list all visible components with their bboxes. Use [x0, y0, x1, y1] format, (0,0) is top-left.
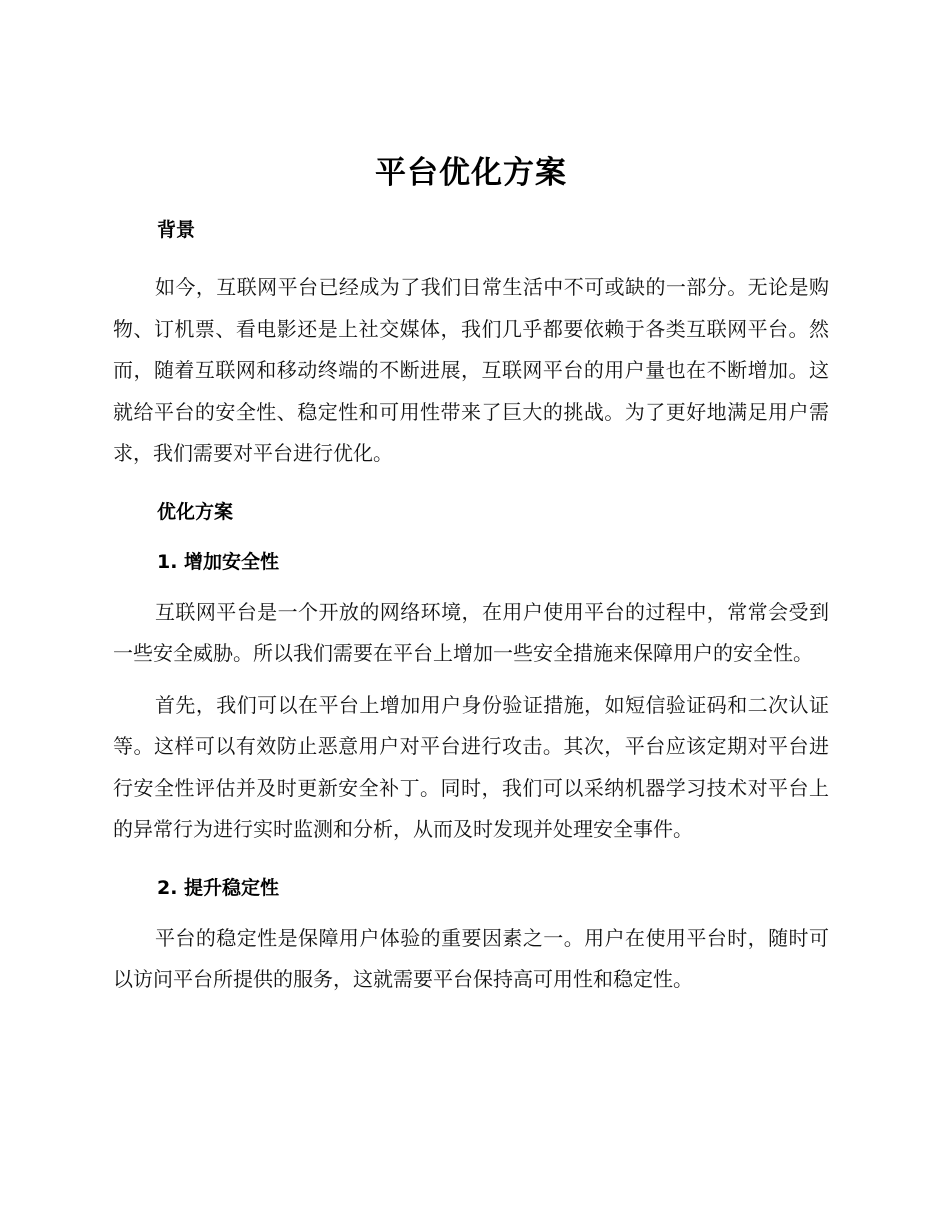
document-body — [113, 146, 829, 1001]
spacer — [113, 532, 829, 542]
spacer — [113, 582, 829, 592]
section-heading-plan: 优化方案 — [157, 500, 234, 523]
spacer — [113, 851, 829, 868]
spacer — [113, 250, 829, 267]
section-heading-stability: 2. 提升稳定性 — [157, 876, 280, 899]
document-title: 平台优化方案 — [375, 155, 567, 191]
stability-paragraph: 平台的稳定性是保障用户体验的重要因素之一。用户在使用平台时，随时可以访问平台所提供的服务，这就需要平台保持高可用性和稳定性。 — [113, 925, 829, 991]
spacer — [113, 908, 829, 918]
spacer — [113, 200, 829, 210]
background-paragraph: 如今，互联网平台已经成为了我们日常生活中不可或缺的一部分。无论是购物、订机票、看电影还是上社交媒体，我们几乎都要依赖于各类互联网平台。然而，随着互联网和移动终端的不断进展，互联网平台的用户量也在不断增加。这就给平台的安全性、稳定性和可用性带来了巨大的挑战。为了更好地满足用户需求，我们需要对平台进行优化。 — [113, 275, 829, 465]
security-paragraph-2: 首先，我们可以在平台上增加用户身份验证措施，如短信验证码和二次认证等。这样可以有效防止恶意用户对平台进行攻击。其次，平台应该定期对平台进行安全性评估并及时更新安全补丁。同时，我们可以采纳机器学习技术对平台上的异常行为进行实时监测和分析，从而及时发现并处理安全事件。 — [113, 692, 829, 841]
section-heading-background: 背景 — [157, 219, 196, 241]
section-heading-security: 1. 增加安全性 — [157, 550, 280, 573]
spacer — [113, 675, 829, 685]
spacer — [113, 475, 829, 492]
security-paragraph-1: 互联网平台是一个开放的网络环境，在用户使用平台的过程中，常常会受到一些安全威胁。所以我们需要在平台上增加一些安全措施来保障用户的安全性。 — [113, 599, 829, 665]
